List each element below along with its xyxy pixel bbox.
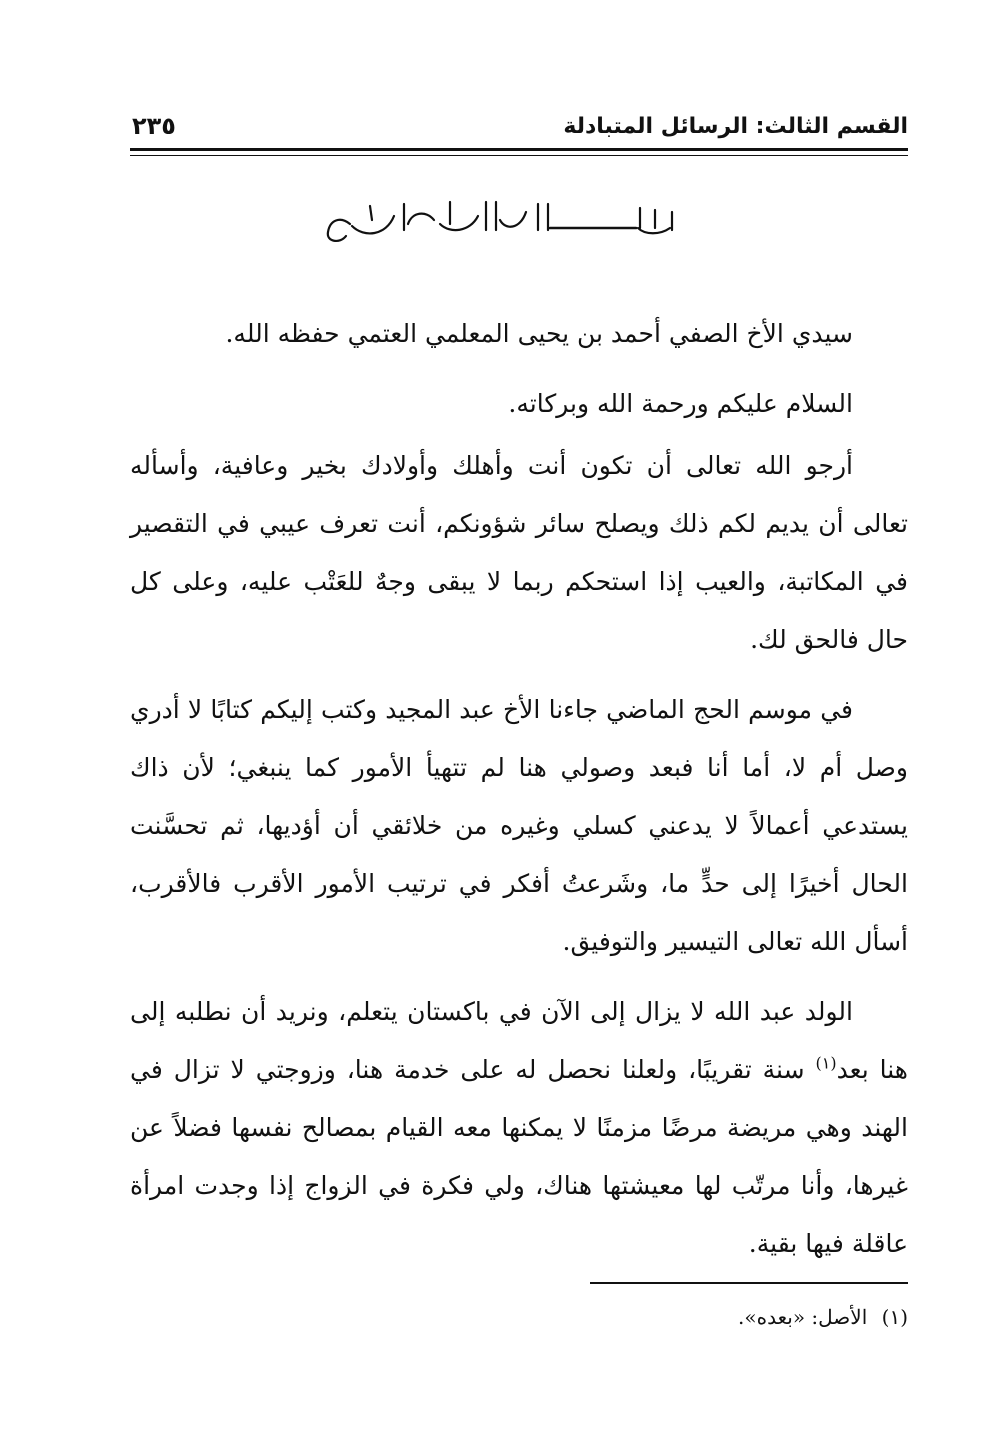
basmala-calligraphy [300,190,700,250]
footnote-text: الأصل: «بعده». [738,1305,868,1329]
section-title: القسم الثالث: الرسائل المتبادلة [563,114,908,139]
paragraph-2: في موسم الحج الماضي جاءنا الأخ عبد المجيد وكتب إليكم كتابًا لا أدري وصل أم لا، أما أنا فبعد وصولي هنا لم تتهيأ الأمور كما ينبغي؛ لأن ذاك يستدعي أعمالاً لا يدعني كسلي وغيره من خلائقي أن أؤديها، ثم تحسَّنت الحال أخيرًا إلى حدٍّ ما، وشَرعتُ أفكر في ترتيب الأمور الأقرب فالأقرب، أسأل الله تعالى التيسير والتوفيق. [130,695,908,956]
page-number: ٢٣٥ [132,112,176,140]
footnote-number: (١) [881,1305,908,1329]
footnote-reference: (١) [815,1053,837,1073]
salutation: سيدي الأخ الصفي أحمد بن يحيى المعلمي العتمي حفظه الله. [225,319,853,348]
paragraph-3-part-1: الولد عبد الله لا يزال إلى الآن في باكستان يتعلم، ونريد أن نطلبه إلى هنا بعد [130,997,908,1084]
paragraph-3 [130,983,908,1273]
greeting: السلام عليكم ورحمة الله وبركاته. [508,389,853,418]
footnote [500,1302,908,1332]
letter-body [130,305,908,1285]
header-rule-thin [130,155,908,156]
basmala-text: بسم الله الرحمن الرحيم [494,248,506,249]
footnote-separator [590,1282,908,1284]
running-header [132,108,908,148]
paragraph-1: أرجو الله تعالى أن تكون أنت وأهلك وأولادك بخير وعافية، وأسأله تعالى أن يديم لكم ذلك ويصلح سائر شؤونكم، أنت تعرف عيبي في التقصير في المكاتبة، والعيب إذا استحكم ربما لا يبقى وجهٌ للعَتْب عليه، وعلى كل حال فالحق لك. [130,451,908,654]
header-rule-thick [130,148,908,151]
paragraph-3-part-2: سنة تقريبًا، ولعلنا نحصل له على خدمة هنا، وزوجتي لا تزال في الهند وهي مريضة مرضًا مزمنًا لا يمكنها معه القيام بمصالح نفسها فضلاً عن غيرها، وأنا مرتّب لها معيشتها هناك، ولي فكرة في الزواج إذا وجدت امرأة عاقلة فيها بقية. [130,1055,908,1258]
